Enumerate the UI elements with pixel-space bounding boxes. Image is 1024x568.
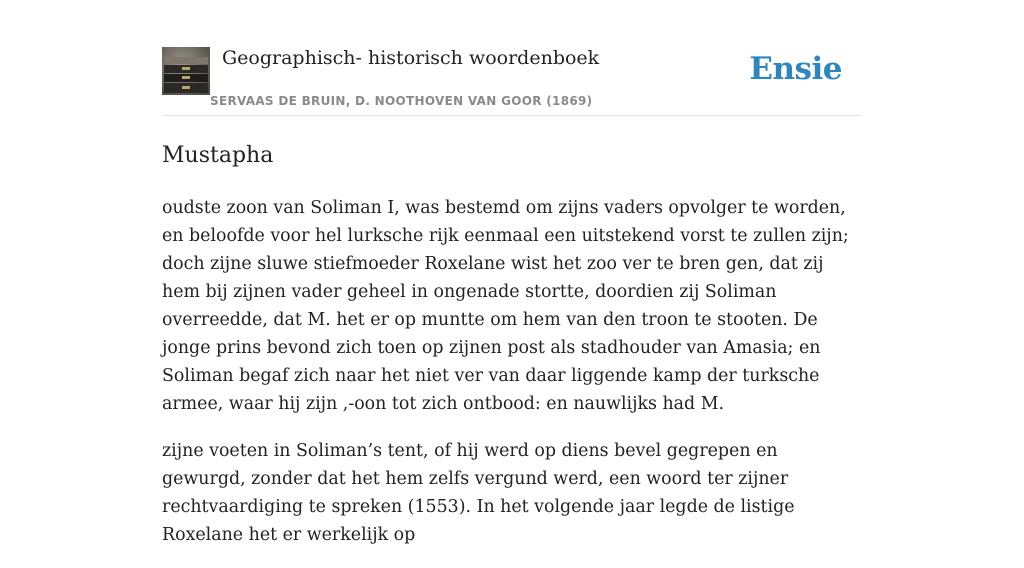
entry-title: Mustapha xyxy=(162,143,274,168)
entry-paragraph: oudste zoon van Soliman I, was bestemd om zijns vaders opvolger te worden, en beloofde voor hel lurksche rijk eenmaal een uitstekend vorst te zullen zijn; doch zijne sluwe stiefmoeder Roxelane wist het zoo ver te bren gen, dat zij hem bij zijnen vader geheel in ongenade stortte, doordien zij Soliman overreedde, dat M. het er op muntte om hem van den troon te stooten. De jonge prins bevond zich toen op zijnen post als stadhouder van Amasia; en Soliman begaf zich naar het niet ver van daar liggende kamp der turksche armee, waar hij zijn ,-oon tot zich ontbood: en nauwlijks had M. xyxy=(162,198,849,414)
author-line: SERVAAS DE BRUIN, D. NOOTHOVEN VAN GOOR (1869) xyxy=(210,94,593,108)
header xyxy=(162,0,862,116)
book-cover-icon[interactable] xyxy=(162,47,210,95)
entry-body xyxy=(162,194,862,549)
entry-paragraph: zijne voeten in Soliman’s tent, of hij werd op diens bevel gegrepen en gewurgd, zonder dat het hem zelfs vergund werd, een woord ter zijner rechtvaardiging te spreken (1553). In het volgende jaar legde de listige Roxelane het er werkelijk op xyxy=(162,441,795,545)
ensie-logo[interactable]: Ensie xyxy=(749,51,842,87)
content-column xyxy=(162,0,862,568)
book-title[interactable]: Geographisch- historisch woordenboek xyxy=(222,47,600,69)
